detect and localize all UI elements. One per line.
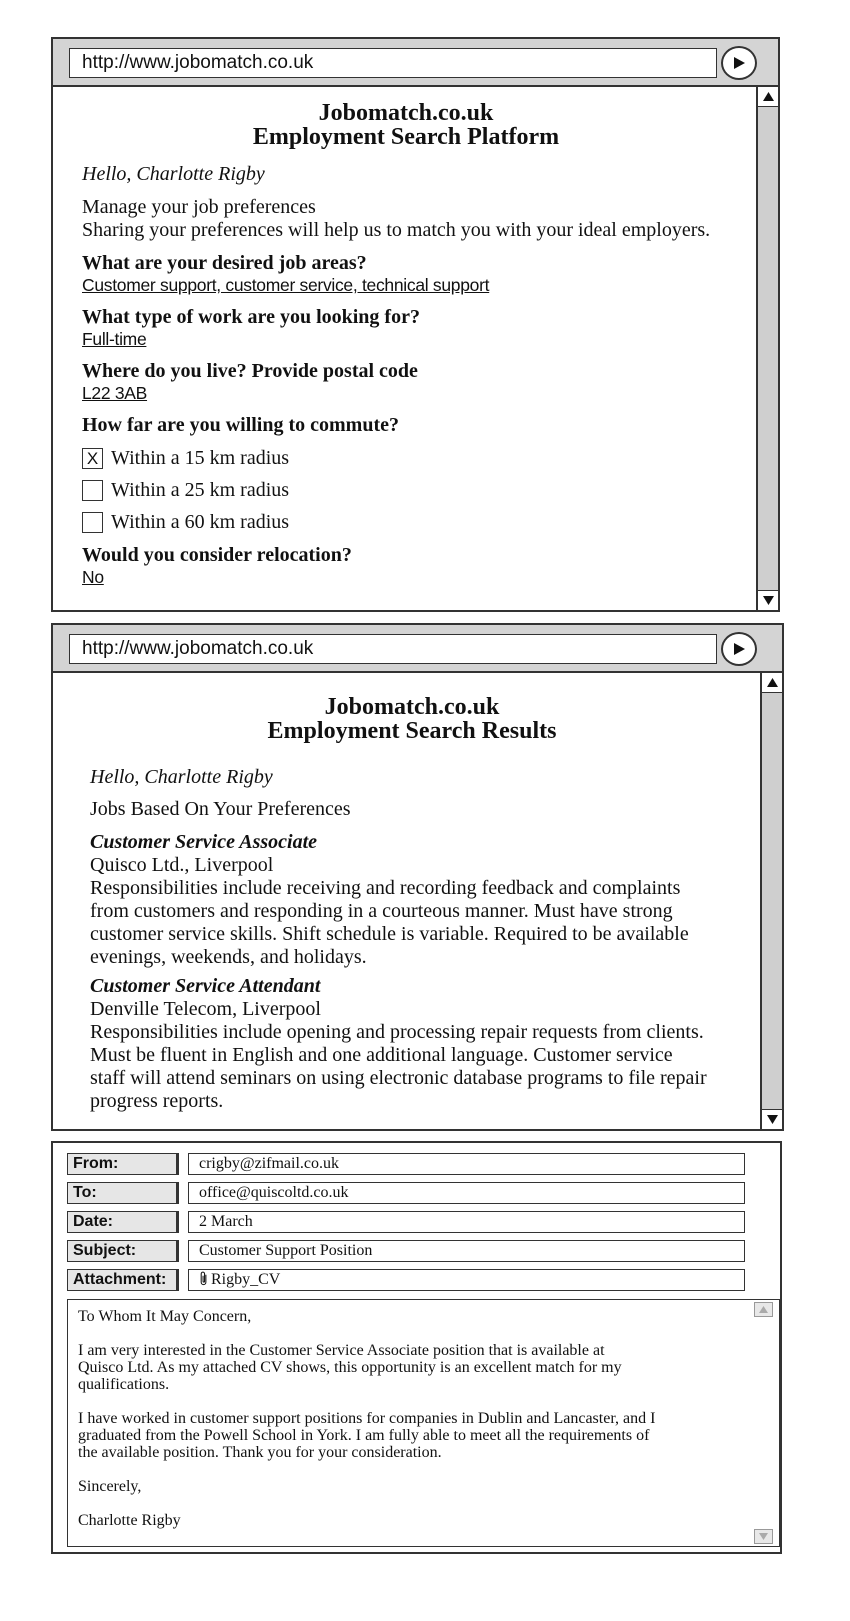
description-line: customer service skills. Shift schedule is variable. Required to be available — [90, 923, 689, 945]
body-line: I have worked in customer support positions for companies in Dublin and Lancaster, and I — [78, 1410, 656, 1427]
email-scrollbar[interactable] — [749, 1300, 779, 1546]
checkbox-15km[interactable]: X — [82, 448, 103, 469]
scroll-down-arrow-icon[interactable] — [762, 1109, 782, 1129]
body-line: graduated from the Powell School in York. I am fully able to meet all the requirements of — [78, 1427, 650, 1444]
browser-window-preferences — [51, 37, 780, 612]
answer-relocation[interactable]: No — [82, 567, 104, 587]
body-line: Quisco Ltd. As my attached CV shows, this opportunity is an excellent match for my — [78, 1359, 622, 1376]
job-company: Quisco Ltd., Liverpool — [90, 854, 274, 876]
commute-option-60km[interactable] — [82, 511, 730, 534]
checkbox-60km[interactable] — [82, 512, 103, 533]
commute-option-15km[interactable] — [82, 447, 730, 470]
play-icon — [732, 56, 746, 70]
scroll-up-arrow-icon[interactable] — [754, 1302, 773, 1317]
signature: Charlotte Rigby — [78, 1512, 181, 1529]
job-description — [90, 877, 734, 969]
attachment-field[interactable] — [188, 1269, 745, 1291]
results-subheading: Jobs Based On Your Preferences — [90, 798, 351, 820]
body-line: qualifications. — [78, 1376, 170, 1393]
browser-window-results — [51, 623, 784, 1131]
site-title — [82, 101, 730, 149]
page-title: Employment Search Results — [267, 718, 557, 744]
description-line: staff will attend seminars on using electronic database programs to file repair — [90, 1067, 707, 1089]
greeting: Hello, Charlotte Rigby — [82, 163, 265, 185]
question-commute: How far are you willing to commute? — [82, 414, 400, 436]
greeting: Hello, Charlotte Rigby — [90, 766, 273, 788]
email-window — [51, 1141, 782, 1554]
job-description — [90, 1021, 734, 1113]
description-line: Responsibilities include receiving and recording feedback and complaints — [90, 877, 681, 899]
attachment-filename[interactable]: Rigby_CV — [211, 1271, 281, 1288]
scroll-down-arrow-icon[interactable] — [758, 590, 778, 610]
body-line: I am very interested in the Customer Service Associate position that is available at — [78, 1342, 605, 1359]
question-work-type: What type of work are you looking for? — [82, 306, 420, 328]
to-label: To: — [67, 1182, 179, 1204]
address-bar — [53, 39, 778, 87]
address-bar — [53, 625, 782, 673]
attachment-label: Attachment: — [67, 1269, 179, 1291]
site-title — [90, 695, 734, 743]
answer-postal-code[interactable]: L22 3AB — [82, 383, 148, 403]
date-field[interactable]: 2 March — [188, 1211, 745, 1233]
scroll-up-arrow-icon[interactable] — [758, 87, 778, 107]
play-icon — [732, 642, 746, 656]
email-body[interactable] — [67, 1299, 780, 1547]
date-label: Date: — [67, 1211, 179, 1233]
body-paragraph — [78, 1342, 739, 1393]
commute-option-25km[interactable] — [82, 479, 730, 502]
url-input[interactable]: http://www.jobomatch.co.uk — [69, 48, 717, 78]
question-job-areas: What are your desired job areas? — [82, 252, 367, 274]
question-postal-code: Where do you live? Provide postal code — [82, 360, 418, 382]
page-content — [53, 673, 760, 1129]
question-relocation: Would you consider relocation? — [82, 544, 352, 566]
site-name: Jobomatch.co.uk — [324, 694, 500, 720]
description-line: evenings, weekends, and holidays. — [90, 946, 367, 968]
job-company: Denville Telecom, Liverpool — [90, 998, 321, 1020]
subject-field[interactable]: Customer Support Position — [188, 1240, 745, 1262]
intro-heading: Manage your job preferences — [82, 196, 316, 218]
go-button[interactable] — [721, 46, 757, 80]
subject-label: Subject: — [67, 1240, 179, 1262]
closing: Sincerely, — [78, 1478, 142, 1495]
to-field[interactable]: office@quiscoltd.co.uk — [188, 1182, 745, 1204]
site-name: Jobomatch.co.uk — [318, 100, 494, 126]
answer-work-type[interactable]: Full-time — [82, 329, 147, 349]
vertical-scrollbar[interactable] — [756, 87, 778, 610]
url-input[interactable]: http://www.jobomatch.co.uk — [69, 634, 717, 664]
description-line: Must be fluent in English and one additional language. Customer service — [90, 1044, 673, 1066]
checkbox-25km[interactable] — [82, 480, 103, 501]
description-line: Responsibilities include opening and processing repair requests from clients. — [90, 1021, 704, 1043]
description-line: from customers and responding in a courteous manner. Must have strong — [90, 900, 673, 922]
page-title: Employment Search Platform — [252, 124, 560, 150]
go-button[interactable] — [721, 632, 757, 666]
paperclip-icon — [199, 1271, 209, 1286]
from-field[interactable]: crigby@zifmail.co.uk — [188, 1153, 745, 1175]
checkbox-label: Within a 60 km radius — [111, 511, 290, 533]
checkbox-label: Within a 25 km radius — [111, 479, 290, 501]
job-title[interactable]: Customer Service Associate — [90, 831, 318, 853]
email-body-text — [68, 1300, 749, 1554]
from-label: From: — [67, 1153, 179, 1175]
scroll-down-arrow-icon[interactable] — [754, 1529, 773, 1544]
scroll-up-arrow-icon[interactable] — [762, 673, 782, 693]
page-content — [53, 87, 756, 610]
salutation: To Whom It May Concern, — [78, 1308, 252, 1325]
vertical-scrollbar[interactable] — [760, 673, 782, 1129]
body-line: the available position. Thank you for your consideration. — [78, 1444, 442, 1461]
job-title[interactable]: Customer Service Attendant — [90, 975, 321, 997]
intro-text: Sharing your preferences will help us to match you with your ideal employers. — [82, 219, 711, 241]
body-paragraph — [78, 1410, 739, 1461]
description-line: progress reports. — [90, 1090, 224, 1112]
checkbox-label: Within a 15 km radius — [111, 447, 290, 469]
answer-job-areas[interactable]: Customer support, customer service, technical support — [82, 275, 490, 295]
